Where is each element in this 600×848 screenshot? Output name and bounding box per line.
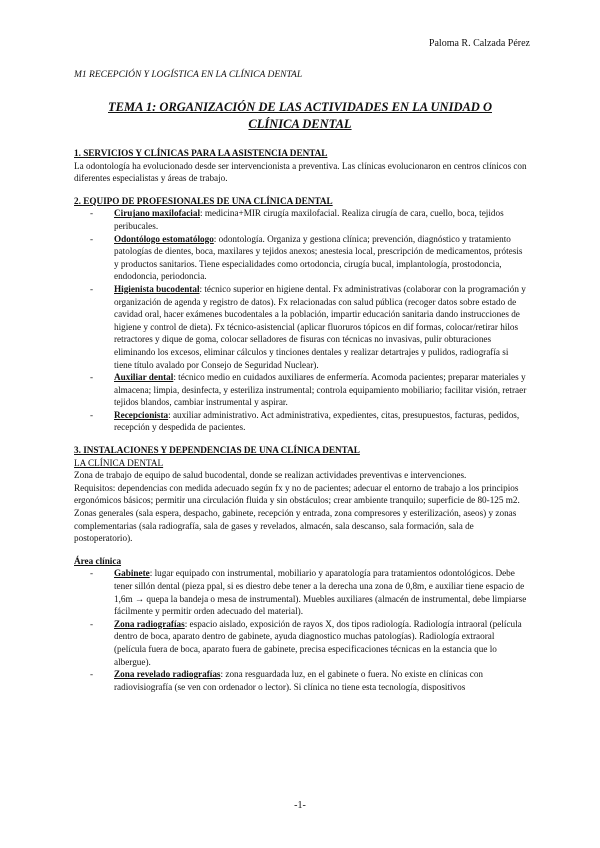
list-item-term: Auxiliar dental — [114, 372, 174, 383]
document-body — [74, 147, 528, 693]
area-clinica-heading: Área clínica — [74, 555, 122, 566]
list-item-text: : auxiliar administrativo. Act administrativa, expedientes, citas, presupuestos, facturas, pedidos, recepción y despedida de pacientes. — [114, 409, 520, 433]
section-3-subheading: LA CLÍNICA DENTAL — [74, 457, 164, 468]
page-number: -1- — [294, 800, 306, 811]
section-2-heading: 2. EQUIPO DE PROFESIONALES DE UNA CLÍNICA DENTAL — [74, 195, 333, 206]
list-item-text: : zona resguardada luz, en el gabinete o fuera. No existe en clínicas con radiovisiografía (se ven con ordenador o lector). Si clínica no tiene esta tecnología, dispositivos — [114, 669, 484, 692]
list-item-text: : odontología. Organiza y gestiona clínica; prevención, diagnóstico y tratamiento patologías de dientes, boca, maxilares y tejidos anexos; anestesia local, prescripción de medicamentos, prótesis y productos sanitarios. Tiene especialidades como ortodoncia, cirugía bucal, implantología, prostodoncia, endodoncia, periodoncia. — [114, 233, 523, 282]
list-item-term: Zona revelado radiografías — [114, 669, 221, 680]
list-item: - Zona revelado radiografías: zona resguardada luz, en el gabinete o fuera. No existe en clínicas con radiovisiografía (se ven con ordenador o lector). Si clínica no tiene esta tecnología, dispositivos — [90, 669, 484, 692]
list-item-text: : técnico medio en cuidados auxiliares de enfermería. Acomoda pacientes; preparar materiales y almacena; limpia, desinfecta, y esteriliza instrumental; controla equipamiento mobiliario; facilitar visión, retraer tejidos blandos, cambiar instrumental y aspirar. — [114, 372, 527, 408]
list-item-text: : técnico superior en higiene dental. Fx administrativas (colaborar con la programación y organización de agenda y registro de datos). Fx relacionadas con salud pública (recoger datos sobre estado de cavidad oral, hacer exámenes bucodentales a la población, impartir educación sanitaria dando instrucciones de higiene y control de dieta). Fx técnico-asistencial (aplicar fluoruros tópicos en dif formas, colocar/retirar hilos retractores y dique de goma, colocar selladores de fisuras con técnicas no invasivas, pulir obturaciones eliminando los excesos, eliminar cálculos y tinciones dentales y realizar detartrajes y pulidos, radiografía si tiene título avalado por Consejo de Seguridad Nuclear). — [114, 283, 526, 370]
professionals-list — [74, 207, 528, 434]
page-title: TEMA 1: ORGANIZACIÓN DE LAS ACTIVIDADES EN LA UNIDAD O CLÍNICA DENTAL — [108, 100, 492, 131]
list-item-term: Cirujano maxilofacial — [114, 208, 200, 219]
list-item-text: : espacio aislado, exposición de rayos X, dos tipos radiología. Radiología intraoral (película dentro de boca, aparato dentro de gabinete, ayuda diagnostico muchas patologías). Radiología extraoral (película fuera de boca, aparato fuera de gabinete, precisa especificaciones técnicas en la estancia que lo albergue). — [114, 618, 522, 667]
list-item: - Cirujano maxilofacial: medicina+MIR cirugía maxilofacial. Realiza cirugía de cara, cuello, boca, tejidos peribucales. — [90, 208, 504, 231]
section-3-para-3: Zonas generales (sala espera, despacho, gabinete, recepción y entrada, zona compresores y esterilización, aseos) y zonas complementarias (sala radiografía, sala de gases y revelados, almacén, sala descanso, sala formación, sala de postoperatorio). — [74, 508, 517, 544]
list-item: - Recepcionista: auxiliar administrativo. Act administrativa, expedientes, citas, presupuestos, facturas, pedidos, recepción y despedida de pacientes. — [90, 409, 520, 433]
list-item-term: Odontólogo estomatólogo — [114, 233, 214, 244]
section-3-heading: 3. INSTALACIONES Y DEPENDENCIAS DE UNA CLÍNICA DENTAL — [74, 445, 360, 456]
author-name: Paloma R. Calzada Pérez — [428, 38, 530, 49]
list-item-term: Higienista bucodental — [114, 283, 200, 294]
section-3-para-2: Requisitos: dependencias con medida adecuado según fx y no de pacientes; adecuar el entorno de trabajo a los principios ergonómicos básicos; permitir una circulación fluida y sin obstáculos; crear ambiente tranquilo; superficie de 80-125 m2. — [74, 482, 520, 506]
list-item-text: : medicina+MIR cirugía maxilofacial. Realiza cirugía de cara, cuello, boca, tejidos peribucales. — [114, 208, 504, 231]
module-label: M1 RECEPCIÓN Y LOGÍSTICA EN LA CLÍNICA DENTAL — [74, 70, 303, 80]
list-item: - Zona radiografías: espacio aislado, exposición de rayos X, dos tipos radiología. Radiología intraoral (película dentro de boca, aparato dentro de gabinete, ayuda diagnostico muchas patologías). Radiología extraoral (película fuera de boca, aparato fuera de gabinete, precisa especificaciones técnicas en la estancia que lo albergue). — [90, 618, 522, 667]
list-item-term: Gabinete — [114, 568, 150, 579]
list-item: - Gabinete: lugar equipado con instrumental, mobiliario y aparatología para tratamientos odontológicos. Debe tener sillón dental (pieza ppal, si es diestro debe tener a la derecha una zona de 0,8m, e auxiliar tiene espacio de 1,6m → quepa la bandeja o mesa de instrumental). Muebles auxiliares (almacén de instrumental, debe limpiarse fácilmente y permitir orden adecuado del material). — [90, 568, 527, 617]
list-item: - Auxiliar dental: técnico medio en cuidados auxiliares de enfermería. Acomoda pacientes; preparar materiales y almacena; limpia, desinfecta, y esteriliza instrumental; controla equipamiento mobiliario; facilitar visión, retraer tejidos blandos, cambiar instrumental y aspirar. — [90, 372, 527, 408]
list-item-text: : lugar equipado con instrumental, mobiliario y aparatología para tratamientos odontológicos. Debe tener sillón dental (pieza ppal, si es diestro debe tener a la derecha una zona de 0,8m, e auxiliar tiene espacio de 1,6m → quepa la bandeja o mesa de instrumental). Muebles auxiliares (almacén de instrumental, debe limpiarse fácilmente y permitir orden adecuado del material). — [114, 568, 527, 617]
list-item: - Higienista bucodental: técnico superior en higiene dental. Fx administrativas (colaborar con la programación y organización de agenda y registro de datos). Fx relacionadas con salud pública (recoger datos sobre estado de cavidad oral, hacer exámenes bucodentales a la población, impartir educación sanitaria dando instrucciones de higiene y control de dieta). Fx técnico-asistencial (aplicar fluoruros tópicos en dif formas, colocar/retirar hilos retractores y dique de goma, colocar selladores de fisuras con técnicas no invasivas, pulir obturaciones eliminando los excesos, eliminar cálculos y tinciones dentales y realizar detartrajes y pulidos, radiografía si tiene título avalado por Consejo de Seguridad Nuclear). — [90, 283, 526, 370]
section-3-para-1: Zona de trabajo de equipo de salud bucodental, donde se realizan actividades preventivas e intervenciones. — [74, 470, 467, 481]
list-item: - Odontólogo estomatólogo: odontología. Organiza y gestiona clínica; prevención, diagnóstico y tratamiento patologías de dientes, boca, maxilares y tejidos anexos; anestesia local, prescripción de medicamentos, prótesis y productos sanitarios. Tiene especialidades como ortodoncia, cirugía bucal, implantología, prostodoncia, endodoncia, periodoncia. — [90, 233, 523, 282]
list-item-term: Zona radiografías — [114, 618, 185, 629]
clinical-area-list — [74, 567, 528, 693]
section-1-text: La odontología ha evolucionado desde ser intervencionista a preventiva. Las clínicas evolucionaron en centros clínicos con diferentes especialistas y áreas de trabajo. — [74, 160, 527, 184]
section-1-heading: 1. SERVICIOS Y CLÍNICAS PARA LA ASISTENCIA DENTAL — [74, 148, 328, 158]
list-item-term: Recepcionista — [114, 409, 169, 420]
